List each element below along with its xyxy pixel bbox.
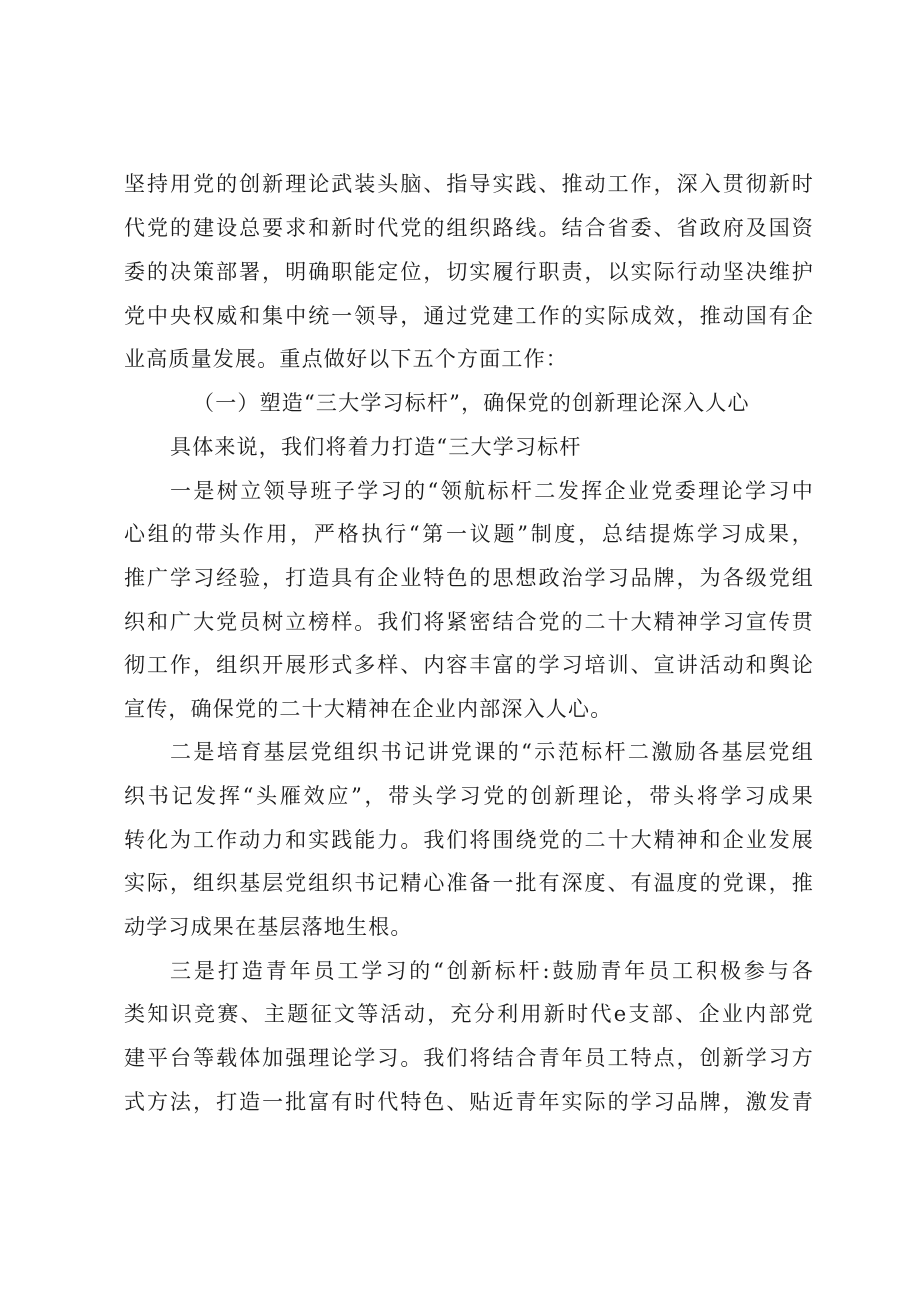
- body-text-line: 实际，组织基层党组织书记精心准备一批有深度、有温度的党课，推: [124, 871, 814, 895]
- body-text-line: 建平台等载体加强理论学习。我们将结合青年员工特点，创新学习方: [124, 1046, 814, 1070]
- paragraph-first-line: 一是树立领导班子学习的“领航标杆二发挥企业党委理论学习中: [170, 479, 814, 503]
- body-text-line: 坚持用党的创新理论武装头脑、指导实践、推动工作，深入贯彻新时: [124, 172, 814, 196]
- section-heading: （一）塑造“三大学习标杆”，确保党的创新理论深入人心: [193, 391, 750, 415]
- body-text-line: 代党的建设总要求和新时代党的组织路线。结合省委、省政府及国资: [124, 216, 814, 240]
- body-text-line: 动学习成果在基层落地生根。: [124, 915, 413, 939]
- body-text-line: 宣传，确保党的二十大精神在企业内部深入人心。: [124, 697, 613, 721]
- body-text-line: 委的决策部署，明确职能定位，切实履行职责，以实际行动坚决维护: [124, 260, 814, 284]
- body-text-line: 推广学习经验，打造具有企业特色的思想政治学习品牌，为各级党组: [124, 566, 814, 590]
- body-text-line: 业高质量发展。重点做好以下五个方面工作：: [124, 347, 568, 371]
- body-text-line: 织书记发挥“头雁效应”，带头学习党的创新理论，带头将学习成果: [124, 784, 814, 808]
- body-text-line: 具体来说，我们将着力打造“三大学习标杆: [170, 435, 582, 459]
- body-text-line: 彻工作，组织开展形式多样、内容丰富的学习培训、宣讲活动和舆论: [124, 653, 814, 677]
- body-text-line: 党中央权威和集中统一领导，通过党建工作的实际成效，推动国有企: [124, 304, 814, 328]
- body-text-line: 织和广大党员树立榜样。我们将紧密结合党的二十大精神学习宣传贯: [124, 610, 814, 634]
- paragraph-first-line: 三是打造青年员工学习的“创新标杆:鼓励青年员工积极参与各: [170, 959, 814, 983]
- body-text-line: 转化为工作动力和实践能力。我们将围绕党的二十大精神和企业发展: [124, 828, 814, 852]
- body-text-line: 心组的带头作用，严格执行“第一议题”制度，总结提炼学习成果，: [124, 522, 814, 546]
- body-text-line: 类知识竞赛、主题征文等活动，充分利用新时代e支部、企业内部党: [124, 1002, 814, 1026]
- paragraph-first-line: 二是培育基层党组织书记讲党课的“示范标杆二激励各基层党组: [170, 740, 814, 764]
- body-text-line: 式方法，打造一批富有时代特色、贴近青年实际的学习品牌，激发青: [124, 1090, 814, 1114]
